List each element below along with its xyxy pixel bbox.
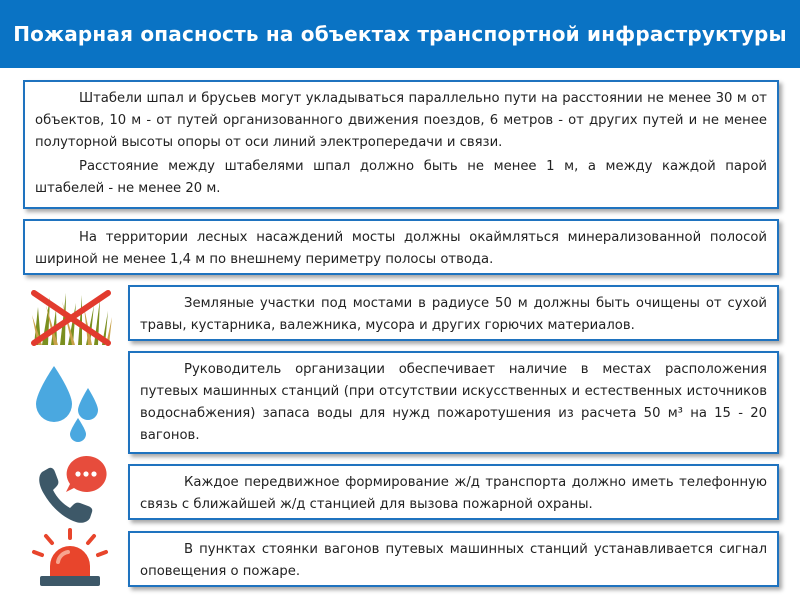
info-block-alarm <box>128 531 779 587</box>
block-text: Каждое передвижное формирование ж/д транспорта должно иметь телефонную связь с ближайшей ж/д станцией для вызова пожарной охраны. <box>140 475 767 512</box>
water-drops-icon <box>32 362 112 442</box>
info-block-stacks <box>23 80 779 209</box>
block-text: На территории лесных насаждений мосты должны окаймляться минерализованной полосой шириной не менее 1,4 м по внешнему периметру полосы отвода. <box>35 230 767 267</box>
page-title: Пожарная опасность на объектах транспортной инфраструктуры <box>13 22 787 46</box>
block-text: Расстояние между штабелями шпал должно быть не менее 1 м, а между каждой парой штабелей - не менее 20 м. <box>35 159 767 196</box>
alarm-siren-icon <box>28 528 112 590</box>
header-bar <box>0 0 800 68</box>
info-block-water-supply <box>128 351 779 454</box>
block-text: Земляные участки под мостами в радиусе 50 м должны быть очищены от сухой травы, кустарника, валежника, мусора и других горючих материалов. <box>140 296 767 333</box>
crossed-grass-icon <box>26 287 116 347</box>
block-text: Руководитель организации обеспечивает наличие в местах расположения путевых машинных станций (при отсутствии искусственных и естественных источников водоснабжения) запаса воды для нужд пожаротушения из расчета 50 м³ на 15 - 20 вагонов. <box>140 362 767 443</box>
phone-chat-icon <box>30 452 110 526</box>
info-block-bridges <box>128 285 779 341</box>
info-block-forest <box>23 219 779 275</box>
block-text: В пунктах стоянки вагонов путевых машинных станций устанавливается сигнал оповещения о пожаре. <box>140 542 767 579</box>
info-block-phone <box>128 464 779 520</box>
block-text: Штабели шпал и брусьев могут укладываться параллельно пути на расстоянии не менее 30 м от объектов, 10 м - от путей организованного движения поездов, 6 метров - от других путей и не менее полуторной высоты опоры от оси линий электропередачи и связи. <box>35 91 767 150</box>
